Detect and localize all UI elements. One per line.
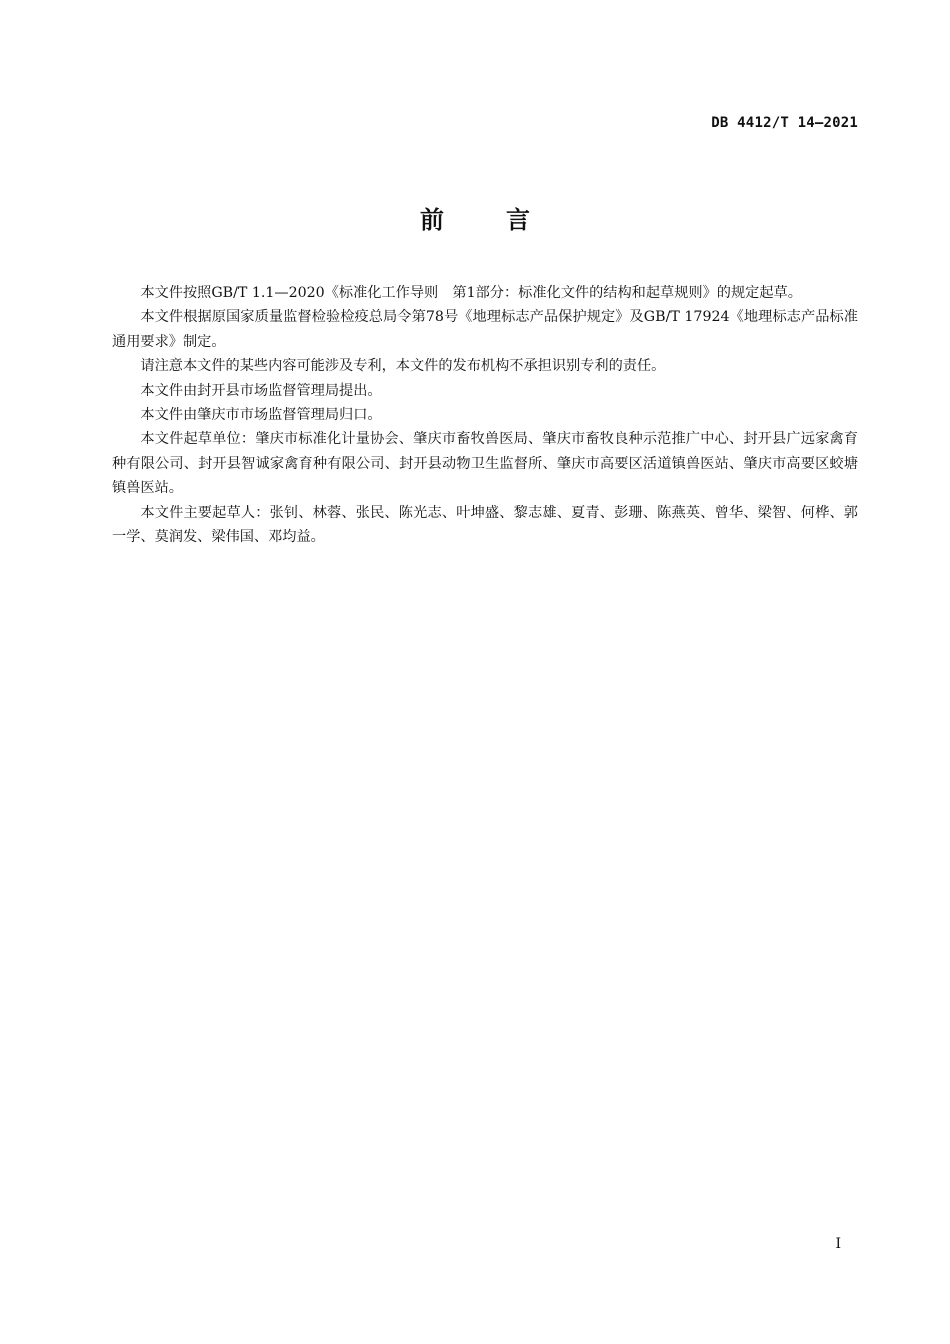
paragraph-drafting-rules: 本文件按照GB/T 1.1—2020《标准化工作导则 第1部分：标准化文件的结构和起草规则》的规定起草。 <box>140 285 802 301</box>
paragraph-administrator: 本文件由肇庆市市场监督管理局归口。 <box>140 407 382 424</box>
page-number: I <box>835 1236 841 1252</box>
paragraph-basis: 本文件根据原国家质量监督检验检疫总局令第78号《地理标志产品保护规定》及GB/T 17924《地理标志产品标准通用要求》制定。 <box>112 309 858 350</box>
paragraph-drafters: 本文件主要起草人：张钊、林蓉、张民、陈光志、叶坤盛、黎志雄、夏青、彭珊、陈燕英、曾华、梁智、何桦、郭一学、莫润发、梁伟国、邓均益。 <box>112 504 858 546</box>
foreword-body <box>112 281 858 549</box>
section-title-foreword: 前言 <box>420 206 592 234</box>
document-code: DB 4412/T 14—2021 <box>711 115 858 131</box>
paragraph-patent-notice: 请注意本文件的某些内容可能涉及专利，本文件的发布机构不承担识别专利的责任。 <box>140 358 666 375</box>
paragraph-proposer: 本文件由封开县市场监督管理局提出。 <box>140 382 382 399</box>
paragraph-drafting-units: 本文件起草单位：肇庆市标准化计量协会、肇庆市畜牧兽医局、肇庆市畜牧良种示范推广中心、封开县广远家禽育种有限公司、封开县智诚家禽育种有限公司、封开县动物卫生监督所、肇庆市高要区活道镇兽医站、肇庆市高要区蛟塘镇兽医站。 <box>112 431 858 497</box>
